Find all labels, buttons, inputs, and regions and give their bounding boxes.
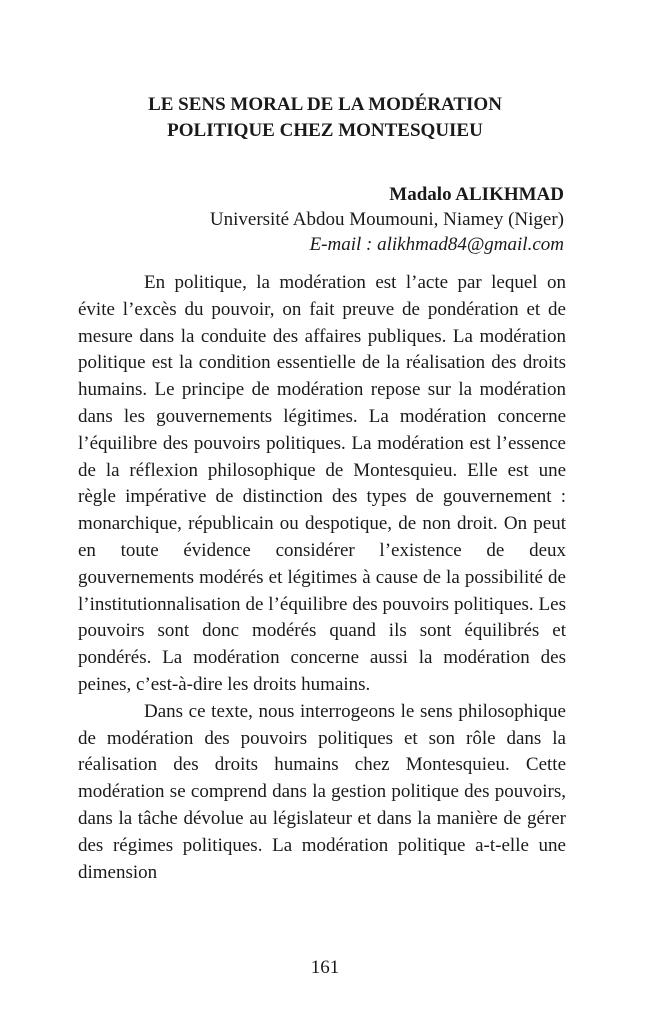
- paragraph-2: Dans ce texte, nous interrogeons le sens philosophique de modération des pouvoirs politiques et son rôle dans la réalisation des droits humains chez Montesquieu. Cette modération se comprend dans la gestion politique des pouvoirs, dans la tâche dévolue au législateur et dans la manière de gérer des régimes politiques. La modération politique a-t-elle une dimension: [78, 700, 566, 883]
- article-title: [0, 92, 650, 144]
- paragraph-1: En politique, la modération est l’acte par lequel on évite l’excès du pouvoir, on fait preuve de pondération et de mesure dans la conduite des affaires publiques. La modération politique est la condition essentielle de la réalisation des droits humains. Le principe de modération repose sur la modération dans les gouvernements légitimes. La modération concerne l’équilibre des pouvoirs politiques. La modération est l’essence de la réflexion philosophique de Montesquieu. Elle est une règle impérative de distinction des types de gouvernement : monarchique, républicain ou despotique, de non droit. On peut en toute évidence considérer l’existence de deux gouvernements modérés et légitimes à cause de la possibilité de l’institutionnalisation de l’équilibre des pouvoirs politiques. Les pouvoirs sont donc modérés quand ils sont équilibrés et pondérés. La modération concerne aussi la modération des peines, c’est-à-dire les droits humains.: [78, 272, 566, 695]
- author-affiliation: Université Abdou Moumouni, Niamey (Niger): [209, 209, 564, 230]
- title-line-2: POLITIQUE CHEZ MONTESQUIEU: [167, 120, 483, 141]
- body-text: [78, 270, 566, 886]
- author-block: [210, 182, 564, 257]
- page-number: 161: [310, 957, 340, 978]
- title-line-1: LE SENS MORAL DE LA MODÉRATION: [148, 94, 502, 115]
- author-email: E-mail : alikhmad84@gmail.com: [309, 234, 564, 255]
- author-name: Madalo ALIKHMAD: [389, 184, 564, 205]
